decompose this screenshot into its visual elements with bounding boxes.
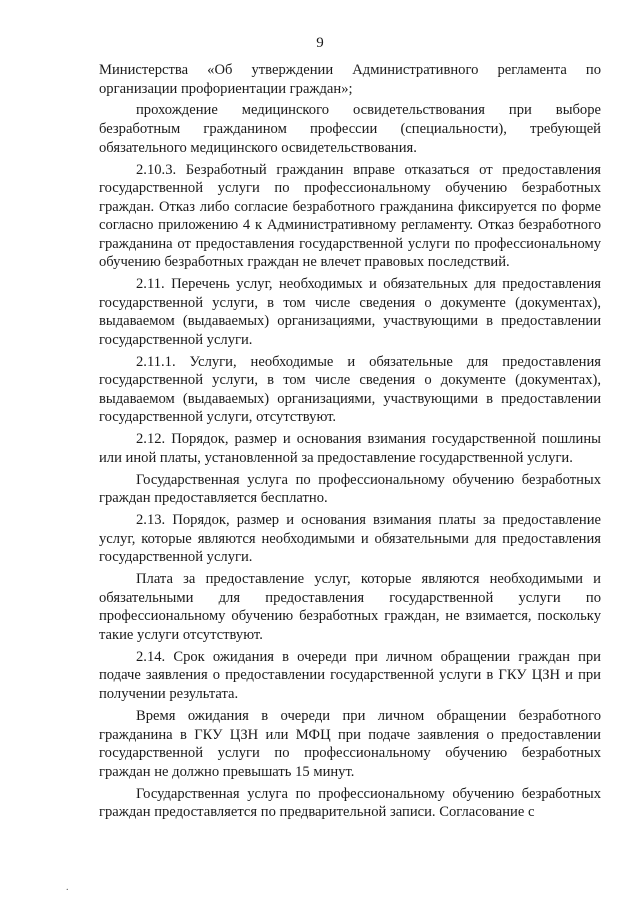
- section-heading-2-12: 2.12. Порядок, размер и основания взимания государственной пошлины или иной платы, установленной за предоставление государственной услуги.: [99, 431, 601, 466]
- section-heading-2-14: 2.14. Срок ожидания в очереди при личном обращении граждан при подаче заявления о предоставлении государственной услуги в ГКУ ЦЗН и при получении результата.: [99, 648, 601, 703]
- paragraph: Государственная услуга по профессиональному обучению безработных граждан предоставляется бесплатно.: [99, 471, 601, 507]
- paragraph: Министерства «Об утверждении Административного регламента по организации профориентации граждан»;: [99, 62, 601, 97]
- document-body: [99, 61, 601, 825]
- paragraph: Плата за предоставление услуг, которые являются необходимыми и обязательными для предоставления государственной услуги по профессиональному обучению безработных граждан, не взимается, поскольку такие услуги отсутствуют.: [99, 571, 601, 643]
- paragraph: Время ожидания в очереди при личном обращении безработного гражданина в ГКУ ЦЗН или МФЦ при подаче заявления о предоставлении государственной услуги по профессиональному обучению безработных граждан не должно превышать 15 минут.: [99, 707, 601, 780]
- scan-artifact-mark: .: [66, 882, 69, 893]
- section-heading-2-13: 2.13. Порядок, размер и основания взимания платы за предоставление услуг, которые являются необходимыми и обязательными для предоставления государственной услуги.: [99, 512, 601, 566]
- paragraph: 2.10.3. Безработный гражданин вправе отказаться от предоставления государственной услуги по профессиональному обучению безработных граждан. Отказ либо согласие безработного гражданина фиксируется по форме согласно приложению 4 к Административному регламенту. Отказ безработного гражданина от предоставления государственной услуги по профессиональному обучению безработных граждан не влечет правовых последствий.: [99, 161, 601, 271]
- section-heading-2-11: 2.11. Перечень услуг, необходимых и обязательных для предоставления государственной услуги, в том числе сведения о документе (документах), выдаваемом (выдаваемых) организациями, участвующими в предоставлении государственной услуги.: [99, 276, 601, 348]
- paragraph: 2.11.1. Услуги, необходимые и обязательные для предоставления государственной услуги, в том числе сведения о документе (документах), выдаваемом (выдаваемых) организациями, участвующими в предоставлении государственной услуги, отсутствуют.: [99, 353, 601, 426]
- paragraph: Государственная услуга по профессиональному обучению безработных граждан предоставляется по предварительной записи. Согласование с: [99, 785, 601, 821]
- page-number: 9: [316, 35, 324, 51]
- paragraph: прохождение медицинского освидетельствования при выборе безработным гражданином профессии (специальности), требующей обязательного медицинского освидетельствования.: [99, 102, 601, 156]
